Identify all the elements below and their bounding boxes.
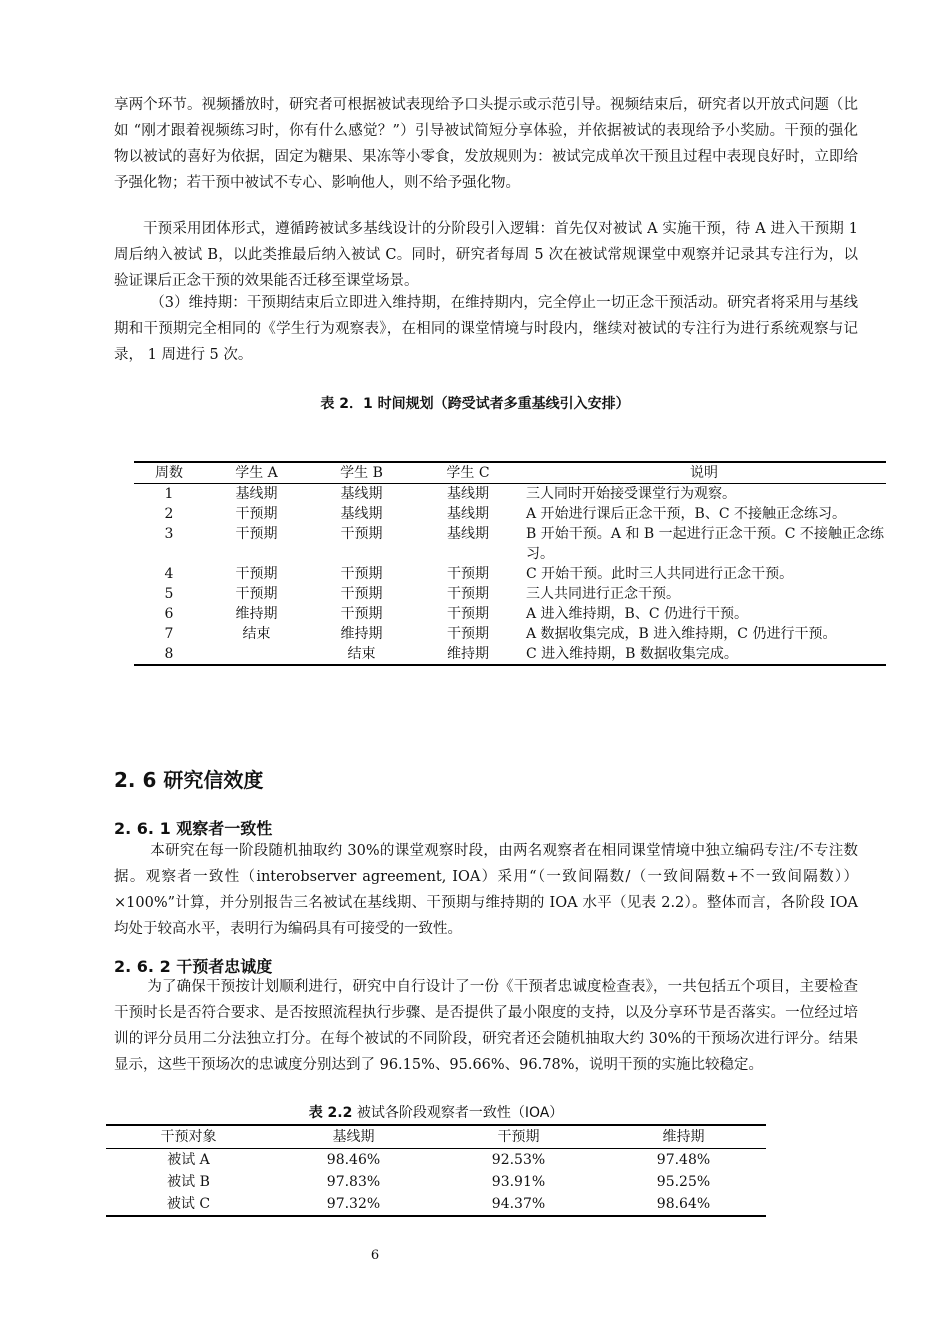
table-row — [134, 624, 886, 644]
subsection-heading: 2. 6. 2 干预者忠诚度 — [114, 957, 273, 976]
table-caption-label: 表 2.2 — [308, 1105, 353, 1121]
table-cell: 7 — [164, 626, 174, 642]
table-cell: 干预期 — [235, 586, 278, 602]
table-cell: 92.53% — [491, 1152, 546, 1168]
table-cell: B 开始干预。A 和 B 一起进行正念干预。C 不接触正念练习。 — [526, 526, 884, 562]
table-cell: 维持期 — [235, 606, 278, 622]
table-cell: 3 — [164, 526, 174, 542]
table-cell: 三人同时开始接受课堂行为观察。 — [526, 486, 736, 502]
table-header-cell: 说明 — [522, 462, 886, 484]
table-cell: 结束 — [309, 644, 414, 665]
table-row — [134, 564, 886, 584]
table-cell: 干预期 — [447, 626, 489, 642]
table-cell: 干预期 — [340, 566, 383, 582]
body-paragraph: 本研究在每一阶段随机抽取约 30%的课堂观察时段，由两名观察者在相同课堂情境中独立编码专注/不专注数据。观察者一致性（interobserver agreement, IOA）采用“（一致间隔数/（一致间隔数+不一致间隔数））×100%”计算，并分别报告三名被试在基线期、干预期与维持期的 IOA 水平（见表 2.2）。整体而言，各阶段 IOA 均处于较高水平，表明行为编码具有可接受的一致性。 — [114, 843, 859, 937]
table-cell: 维持期 — [340, 626, 383, 642]
table-cell: 基线期 — [447, 506, 489, 522]
table-cell: 97.48% — [656, 1152, 711, 1168]
section-heading: 2. 6 研究信效度 — [114, 768, 264, 792]
table-cell: 基线期 — [340, 506, 383, 522]
table-row — [106, 1149, 766, 1172]
page-number: 6 — [370, 1248, 380, 1263]
table-cell: A 进入维持期，B、C 仍进行干预。 — [526, 606, 749, 622]
table-row — [134, 504, 886, 524]
table-cell: C 进入维持期，B 数据收集完成。 — [522, 644, 886, 665]
table-header-cell: 基线期 — [271, 1125, 436, 1149]
table-cell: 5 — [164, 586, 174, 602]
table-row — [106, 1171, 766, 1193]
table-cell: 93.91% — [491, 1174, 546, 1190]
table-cell: 基线期 — [447, 526, 489, 542]
table-header-row — [106, 1125, 766, 1149]
table-cell: 干预期 — [340, 526, 383, 542]
table-cell: 三人共同进行正念干预。 — [526, 586, 680, 602]
table-cell: 干预期 — [340, 586, 383, 602]
subsection-heading: 2. 6. 1 观察者一致性 — [114, 819, 273, 838]
table-row — [134, 524, 886, 564]
ioa-table — [106, 1124, 766, 1217]
table-caption: 表 2．1 时间规划（跨受试者多重基线引入安排） — [320, 396, 630, 412]
table-row — [106, 1193, 766, 1216]
body-paragraph: 干预采用团体形式，遵循跨被试多基线设计的分阶段引入逻辑：首先仅对被试 A 实施干预，待 A 进入干预期 1 周后纳入被试 B，以此类推最后纳入被试 C。同时，研究者每周 5 次在被试常规课堂中观察并记录其专注行为，以验证课后正念干预的效果能否迁移至课堂场景。 — [114, 221, 858, 289]
table-cell: C 开始干预。此时三人共同进行正念干预。 — [526, 566, 794, 582]
table-cell: 基线期 — [235, 486, 278, 502]
body-paragraph: （3）维持期：干预期结束后立即进入维持期，在维持期内，完全停止一切正念干预活动。研究者将采用与基线期和干预期完全相同的《学生行为观察表》，在相同的课堂情境与时段内，继续对被试的专注行为进行系统观察与记录， 1 周进行 5 次。 — [114, 295, 858, 363]
table-cell: 被试 A — [167, 1152, 210, 1168]
table-header-cell: 维持期 — [601, 1125, 766, 1149]
table-cell: 98.46% — [326, 1152, 381, 1168]
table-cell: 被试 B — [167, 1174, 210, 1190]
table-header-row — [134, 462, 886, 484]
table-caption — [106, 1102, 766, 1122]
table-cell: 干预期 — [340, 606, 383, 622]
table-cell: 97.32% — [271, 1193, 436, 1216]
table-cell: 基线期 — [340, 486, 383, 502]
table-header-cell: 干预对象 — [106, 1125, 271, 1149]
table-row — [134, 484, 886, 505]
table-cell: 6 — [164, 606, 174, 622]
table-cell: 结束 — [242, 626, 271, 642]
table-cell: 干预期 — [447, 566, 489, 582]
table-cell: 维持期 — [414, 644, 522, 665]
table-cell: 干预期 — [235, 526, 278, 542]
table-cell: 1 — [164, 486, 174, 502]
table-header-cell: 干预期 — [436, 1125, 601, 1149]
table-cell — [204, 644, 309, 665]
body-paragraph: 为了确保干预按计划顺利进行，研究中自行设计了一份《干预者忠诚度检查表》，一共包括五个项目，主要检查干预时长是否符合要求、是否按照流程执行步骤、是否提供了最小限度的支持，以及分享环节是否落实。一位经过培训的评分员用二分法独立打分。在每个被试的不同阶段，研究者还会随机抽取大约 30%的干预场次进行评分。结果显示，这些干预场次的忠诚度分别达到了 96.15%、95.66%、96.78%，说明干预的实施比较稳定。 — [114, 979, 858, 1073]
table-cell: 4 — [164, 566, 174, 582]
table-header-cell: 学生 C — [414, 462, 522, 484]
table-cell: 基线期 — [447, 486, 489, 502]
table-cell: 94.37% — [436, 1193, 601, 1216]
table-cell: A 数据收集完成，B 进入维持期，C 仍进行干预。 — [526, 626, 837, 642]
table-row — [134, 584, 886, 604]
table-cell: 95.25% — [656, 1174, 711, 1190]
table-header-cell: 学生 A — [204, 462, 309, 484]
table-cell: 97.83% — [326, 1174, 381, 1190]
table-cell: 干预期 — [447, 606, 489, 622]
table-caption-text: 被试各阶段观察者一致性（IOA） — [356, 1105, 564, 1121]
table-cell: 2 — [164, 506, 174, 522]
table-cell: 被试 C — [106, 1193, 271, 1216]
table-cell: 98.64% — [601, 1193, 766, 1216]
table-header-cell: 周数 — [134, 462, 204, 484]
body-paragraph: 享两个环节。视频播放时，研究者可根据被试表现给予口头提示或示范引导。视频结束后，研究者以开放式问题（比如 “刚才跟着视频练习时，你有什么感觉？”）引导被试简短分享体验，并依据被试的表现给予小奖励。干预的强化物以被试的喜好为依据，固定为糖果、果冻等小零食，发放规则为：被试完成单次干预且过程中表现良好时，立即给予强化物；若干预中被试不专心、影响他人，则不给予强化物。 — [114, 97, 858, 191]
table-cell: A 开始进行课后正念干预，B、C 不接触正念练习。 — [526, 506, 847, 522]
table-cell: 干预期 — [235, 506, 278, 522]
schedule-table — [134, 461, 886, 666]
table-cell: 干预期 — [235, 566, 278, 582]
table-cell: 干预期 — [447, 586, 489, 602]
table-cell: 8 — [134, 644, 204, 665]
table-header-cell: 学生 B — [309, 462, 414, 484]
table-row — [134, 604, 886, 624]
table-row — [134, 644, 886, 665]
